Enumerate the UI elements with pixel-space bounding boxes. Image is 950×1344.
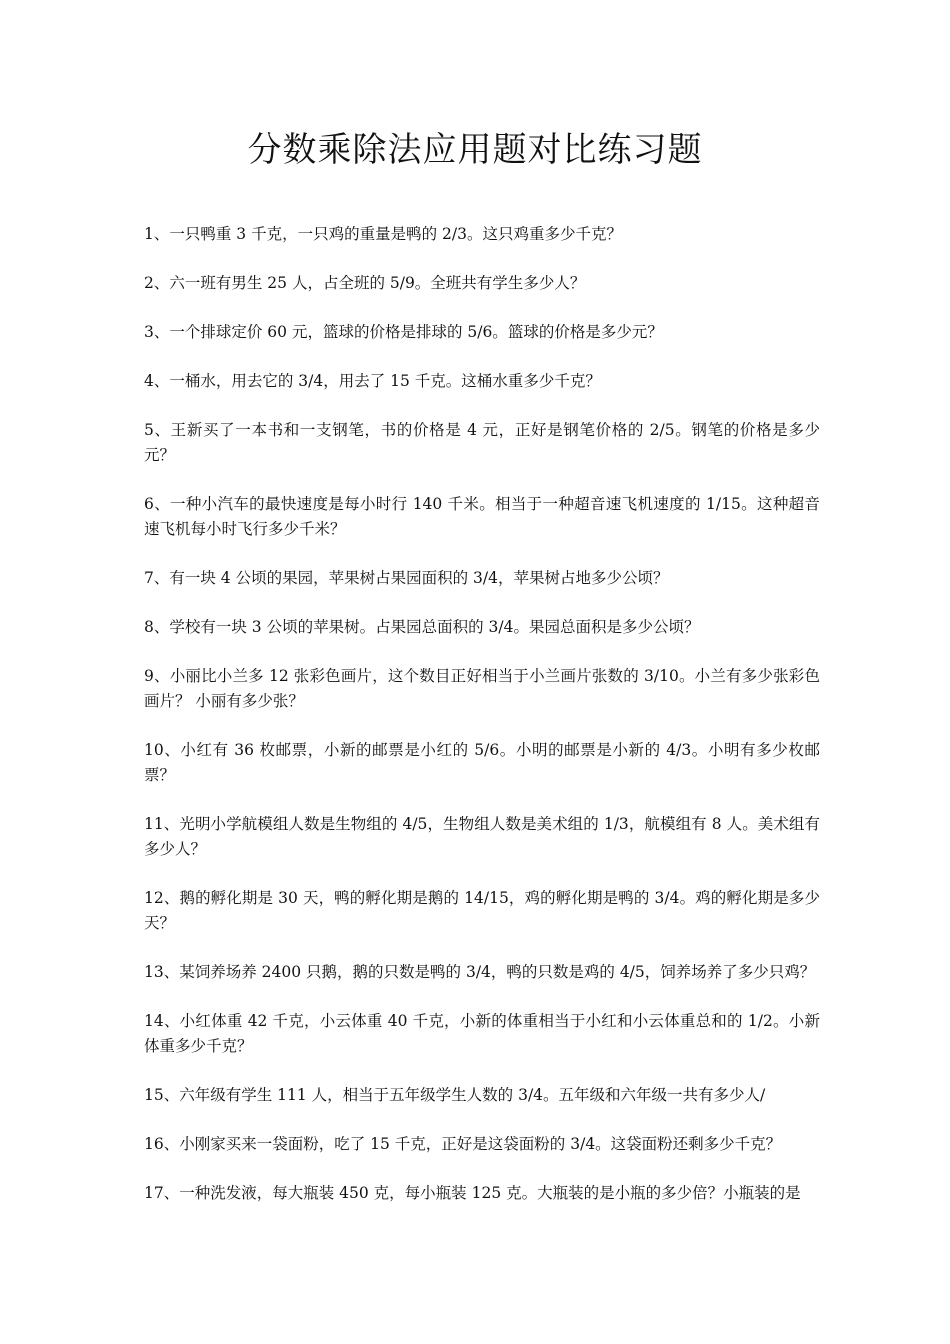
problem-list (144, 222, 820, 1230)
problem-item: 16、小刚家买来一袋面粉，吃了 15 千克，正好是这袋面粉的 3/4。这袋面粉还剩多少千克？ (144, 1135, 782, 1153)
problem-item: 6、一种小汽车的最快速度是每小时行 140 千米。相当于一种超音速飞机速度的 1/15。这种超音速飞机每小时飞行多少千米？ (144, 495, 820, 538)
problem-item: 1、一只鸭重 3 千克，一只鸡的重量是鸭的 2/3。这只鸡重多少千克？ (144, 225, 622, 243)
problem-item: 13、某饲养场养 2400 只鹅，鹅的只数是鸭的 3/4，鸭的只数是鸡的 4/5，饲养场养了多少只鸡？ (144, 963, 816, 981)
problem-item: 15、六年级有学生 111 人，相当于五年级学生人数的 3/4。五年级和六年级一共有多少人/ (144, 1086, 766, 1104)
page-title: 分数乘除法应用题对比练习题 (247, 130, 703, 170)
problem-item: 5、王新买了一本书和一支钢笔，书的价格是 4 元，正好是钢笔价格的 2/5。钢笔的价格是多少元？ (144, 421, 820, 464)
problem-item: 2、六一班有男生 25 人，占全班的 5/9。全班共有学生多少人？ (144, 274, 586, 292)
problem-item: 11、光明小学航模组人数是生物组的 4/5，生物组人数是美术组的 1/3，航模组有 8 人。美术组有多少人？ (144, 815, 820, 858)
problem-item: 17、一种洗发液，每大瓶装 450 克，每小瓶装 125 克。大瓶装的是小瓶的多少倍？小瓶装的是 (144, 1184, 801, 1202)
problem-item: 4、一桶水，用去它的 3/4，用去了 15 千克。这桶水重多少千克？ (144, 372, 601, 390)
problem-item: 8、学校有一块 3 公顷的苹果树。占果园总面积的 3/4。果园总面积是多少公顷？ (144, 618, 700, 636)
problem-item: 14、小红体重 42 千克，小云体重 40 千克，小新的体重相当于小红和小云体重总和的 1/2。小新体重多少千克？ (144, 1012, 820, 1055)
problem-item: 10、小红有 36 枚邮票，小新的邮票是小红的 5/6。小明的邮票是小新的 4/3。小明有多少枚邮票？ (144, 741, 820, 784)
problem-item: 7、有一块 4 公顷的果园，苹果树占果园面积的 3/4，苹果树占地多少公顷？ (144, 569, 669, 587)
problem-item: 12、鹅的孵化期是 30 天，鸭的孵化期是鹅的 14/15，鸡的孵化期是鸭的 3/4。鸡的孵化期是多少天？ (144, 889, 820, 932)
problem-item: 9、小丽比小兰多 12 张彩色画片，这个数目正好相当于小兰画片张数的 3/10。小兰有多少张彩色画片？ 小丽有多少张？ (144, 667, 820, 710)
problem-item: 3、一个排球定价 60 元，篮球的价格是排球的 5/6。篮球的价格是多少元？ (144, 323, 663, 341)
